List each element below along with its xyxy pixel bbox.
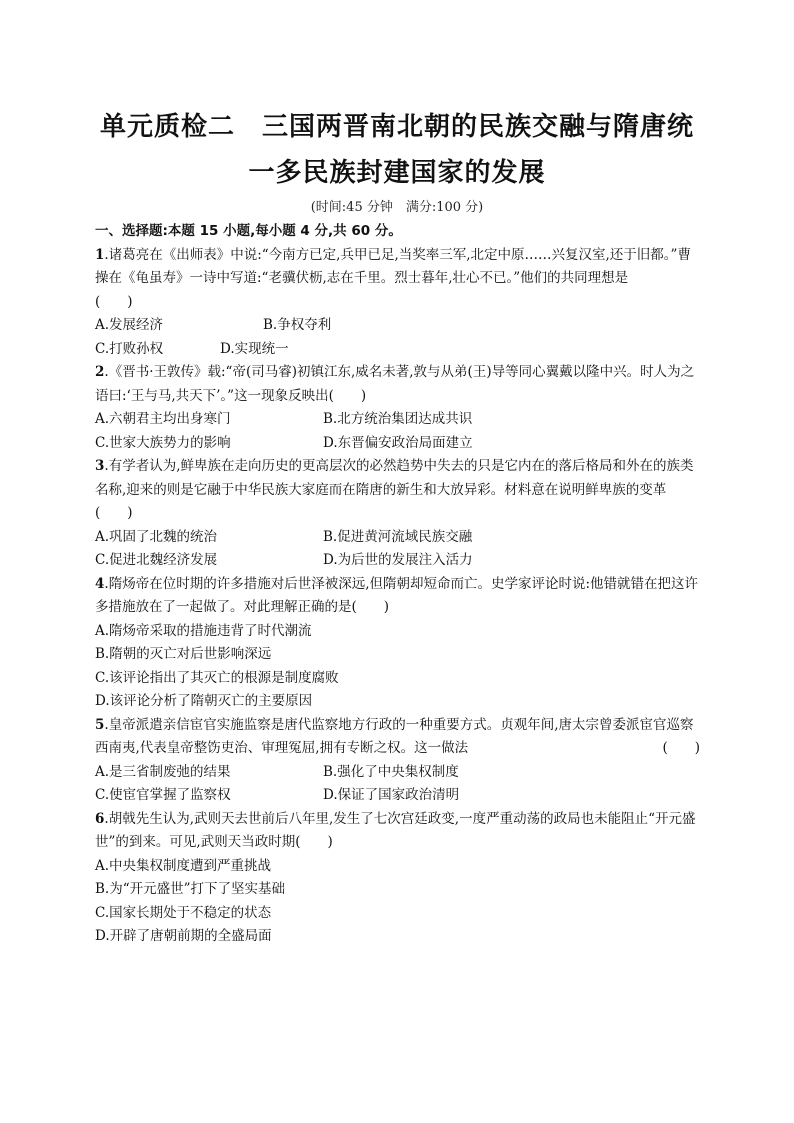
option-a[interactable]: A.巩固了北魏的统治 (95, 528, 218, 545)
option-c[interactable]: C.国家长期处于不稳定的状态 (95, 904, 272, 921)
question-stem (95, 455, 700, 526)
options-row (95, 432, 700, 456)
option-a[interactable]: A.发展经济 (95, 317, 164, 333)
question-stem (95, 573, 700, 620)
question-text: .有学者认为,鲜卑族在走向历史的更高层次的必然趋势中失去的只是它内在的落后格局和外在的族类名称,迎来的则是它融于中华民族大家庭而在隋唐的新生和大放异彩。材料意在说明鲜卑族的变革( ) (95, 458, 694, 521)
option-b[interactable]: B.为“开元盛世”打下了坚实基础 (95, 881, 286, 897)
option-c[interactable]: C.促进北魏经济发展 (95, 552, 218, 568)
question-1 (95, 244, 700, 362)
question-number: 5 (95, 716, 105, 733)
question-stem (95, 244, 700, 291)
options-row (95, 526, 700, 550)
section-heading: 一、选择题:本题 15 小题,每小题 4 分,共 60 分。 (95, 223, 402, 239)
question-5 (95, 714, 700, 808)
options-row (95, 784, 700, 808)
question-number: 6 (95, 810, 105, 827)
question-stem (95, 808, 700, 855)
option-a[interactable]: A.隋炀帝采取的措施违背了时代潮流 (95, 622, 312, 639)
question-stem (95, 714, 700, 761)
exam-duration-score: (时间:45 分钟 满分:100 分) (310, 200, 484, 215)
exam-content (95, 220, 700, 949)
option-b[interactable]: B.隋朝的灭亡对后世影响深远 (95, 646, 272, 662)
option-d[interactable]: D.为后世的发展注入活力 (323, 552, 473, 568)
option-b[interactable]: B.争权夺利 (263, 317, 332, 333)
question-number: 4 (95, 575, 105, 592)
options-row (95, 549, 700, 573)
options-row (95, 314, 700, 338)
option-d[interactable]: D.保证了国家政治清明 (323, 787, 460, 803)
options-row (95, 408, 700, 432)
option-a[interactable]: A.是三省制废弛的结果 (95, 763, 231, 780)
question-6 (95, 808, 700, 949)
question-stem (95, 361, 700, 408)
question-text: .诸葛亮在《出师表》中说:“今南方已定,兵甲已足,当奖率三军,北定中原……兴复汉室,还于旧都。”曹操在《龟虽寿》一诗中写道:“老骥伏枥,志在千里。烈士暮年,壮心不已。”他们的共同理想是 (95, 246, 691, 286)
option-b[interactable]: B.强化了中央集权制度 (323, 763, 459, 780)
option-c[interactable]: C.该评论指出了其灭亡的根源是制度腐败 (95, 669, 339, 686)
option-b[interactable]: B.北方统治集团达成共识 (323, 411, 473, 427)
question-text: .胡戟先生认为,武则天去世前后八年里,发生了七次宫廷政变,一度严重动荡的政局也未能阻止“开元盛世”的到来。可见,武则天当政时期( ) (95, 810, 696, 850)
answer-paren: ( ) (95, 293, 133, 310)
question-number: 1 (95, 246, 105, 263)
question-text: .《晋书·王敦传》载:“帝(司马睿)初镇江东,威名未著,敦与从弟(王)导等同心翼戴以隆中兴。时人为之语曰:‘王与马,共天下’。”这一现象反映出( ) (95, 364, 695, 404)
option-d[interactable]: D.东晋偏安政治局面建立 (323, 434, 473, 451)
option-d[interactable]: D.该评论分析了隋朝灭亡的主要原因 (95, 693, 313, 709)
question-4 (95, 573, 700, 714)
question-text: .隋炀帝在位时期的许多措施对后世泽被深远,但隋朝却短命而亡。史学家评论时说:他错就错在把这许多措施放在了一起做了。对此理解正确的是( ) (95, 575, 699, 615)
option-a[interactable]: A.中央集权制度遭到严重挑战 (95, 857, 272, 874)
options-row (95, 338, 700, 362)
question-2 (95, 361, 700, 455)
option-c[interactable]: C.打败孙权 (95, 340, 164, 357)
option-c[interactable]: C.使宦官掌握了监察权 (95, 787, 231, 803)
option-c[interactable]: C.世家大族势力的影响 (95, 434, 231, 451)
options-row (95, 761, 700, 785)
question-number: 2 (95, 364, 105, 380)
question-3 (95, 455, 700, 573)
answer-paren: ( ) (662, 740, 700, 756)
option-d[interactable]: D.开辟了唐朝前期的全盛局面 (95, 928, 272, 944)
option-a[interactable]: A.六朝君主均出身寒门 (95, 411, 231, 427)
option-d[interactable]: D.实现统一 (220, 340, 289, 357)
question-number: 3 (95, 458, 105, 474)
page-title-line2: 一多民族封建国家的发展 (248, 158, 546, 188)
option-b[interactable]: B.促进黄河流域民族交融 (323, 528, 473, 545)
question-text: .皇帝派遣亲信宦官实施监察是唐代监察地方行政的一种重要方式。贞观年间,唐太宗曾委派宦官巡察西南夷,代表皇帝整饬吏治、审理冤屈,拥有专断之权。这一做法 (95, 716, 694, 756)
page-title-line1: 单元质检二 三国两晋南北朝的民族交融与隋唐统 (99, 112, 694, 142)
